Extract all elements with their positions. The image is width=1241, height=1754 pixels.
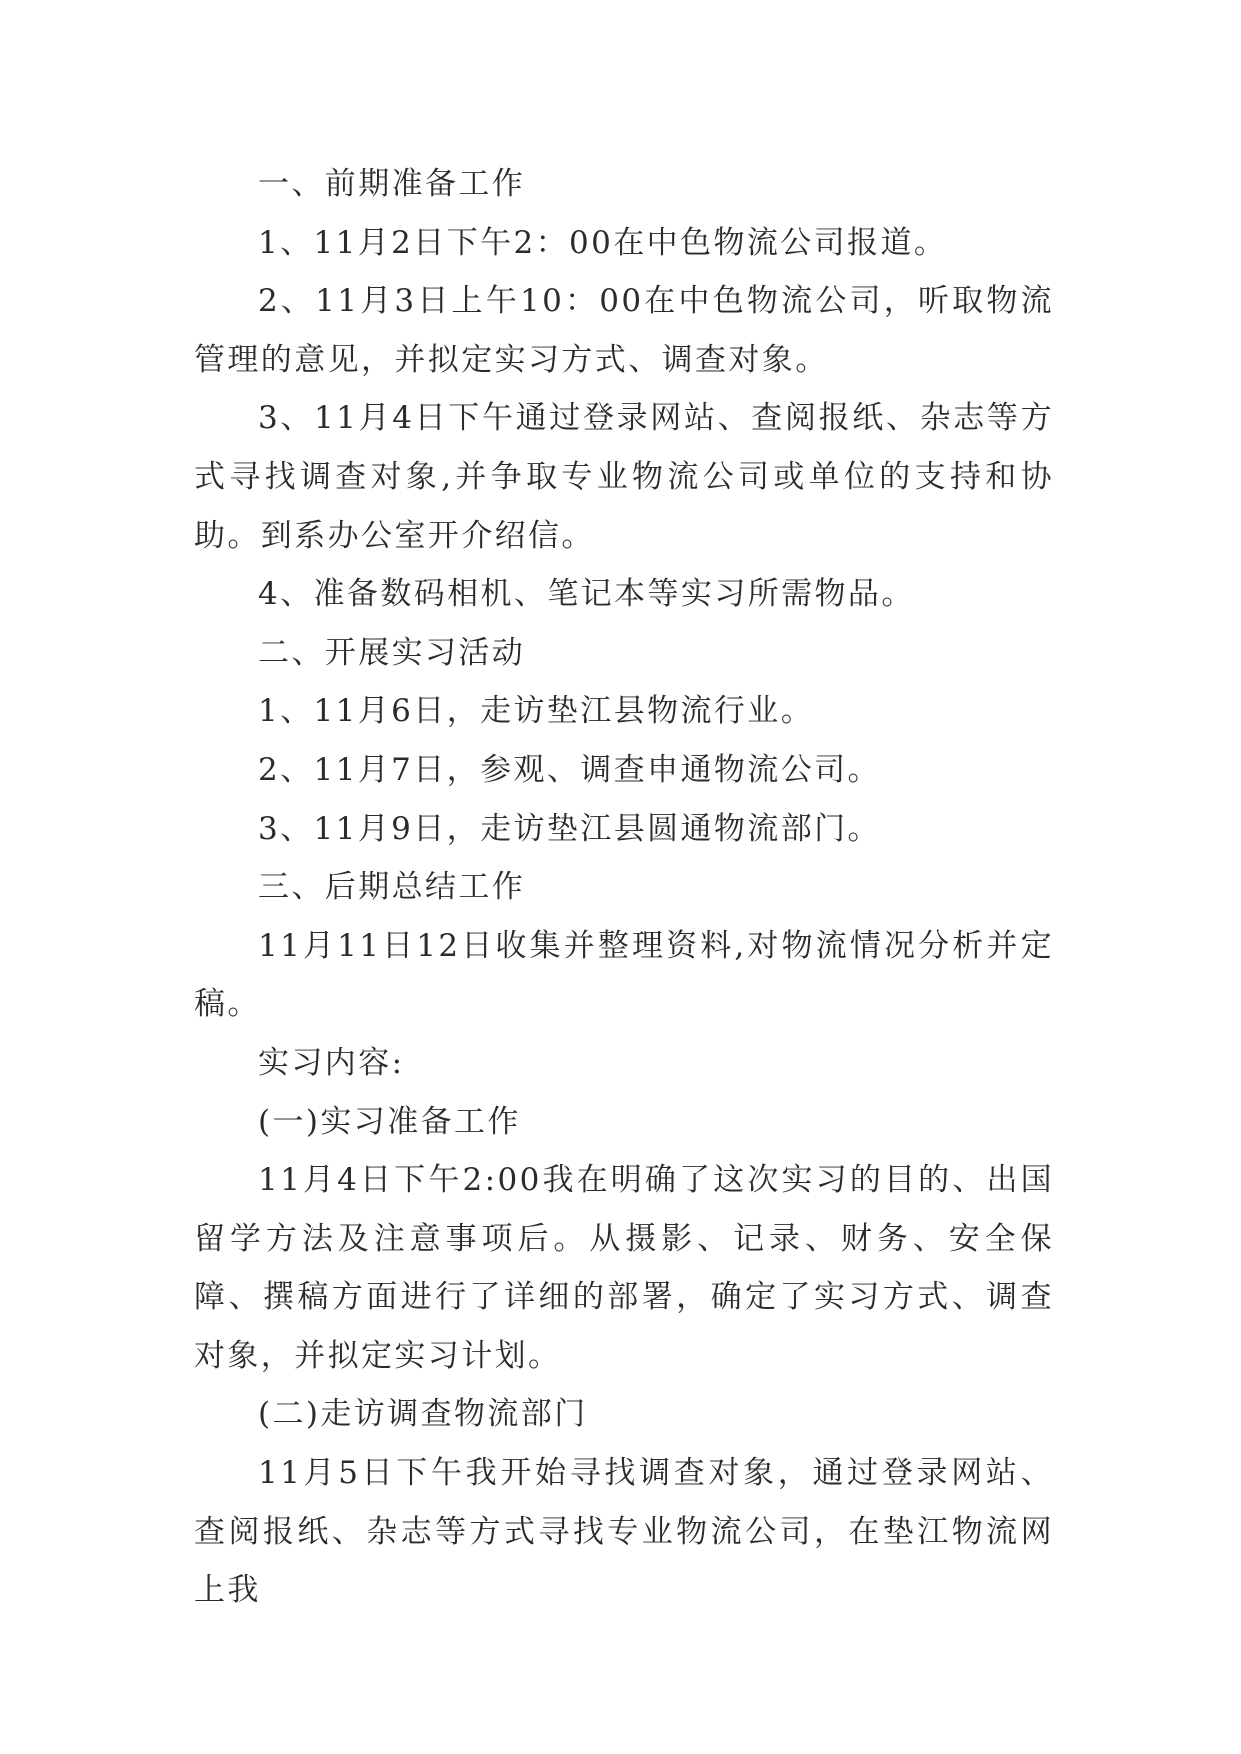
subsection-heading: (一)实习准备工作 [258, 1103, 521, 1140]
list-item: 3、11月4日下午通过登录网站、查阅报纸、杂志等方式寻找调查对象,并争取专业物流公司或单位的支持和协助。到系办公室开介绍信。 [194, 400, 1054, 554]
body-paragraph: 11月5日下午我开始寻找调查对象，通过登录网站、查阅报纸、杂志等方式寻找专业物流公司，在垫江物流网上我 [194, 1455, 1054, 1609]
section-heading: 二、开展实习活动 [258, 634, 526, 671]
section-heading: 一、前期准备工作 [258, 166, 526, 202]
list-item: 1、11月6日，走访垫江县物流行业。 [258, 693, 815, 730]
list-item: 1、11月2日下午2：00在中色物流公司报道。 [258, 224, 948, 261]
section-heading: 三、后期总结工作 [258, 869, 526, 906]
body-paragraph: 11月4日下午2:00我在明确了这次实习的目的、出国留学方法及注意事项后。从摄影、记录、财务、安全保障、撰稿方面进行了详细的部署，确定了实习方式、调查对象，并拟定实习计划。 [194, 1162, 1054, 1374]
list-item: 4、准备数码相机、笔记本等实习所需物品。 [258, 576, 915, 613]
list-item: 2、11月3日上午10：00在中色物流公司，听取物流管理的意见，并拟定实习方式、调查对象。 [194, 283, 1054, 378]
body-paragraph: 11月11日12日收集并整理资料,对物流情况分析并定稿。 [194, 927, 1054, 1023]
document-body [194, 155, 1054, 1620]
subsection-heading: (二)走访调查物流部门 [258, 1396, 588, 1433]
list-item: 2、11月7日，参观、调查申通物流公司。 [258, 751, 881, 788]
section-heading: 实习内容: [258, 1044, 405, 1081]
list-item: 3、11月9日，走访垫江县圆通物流部门。 [258, 810, 881, 847]
